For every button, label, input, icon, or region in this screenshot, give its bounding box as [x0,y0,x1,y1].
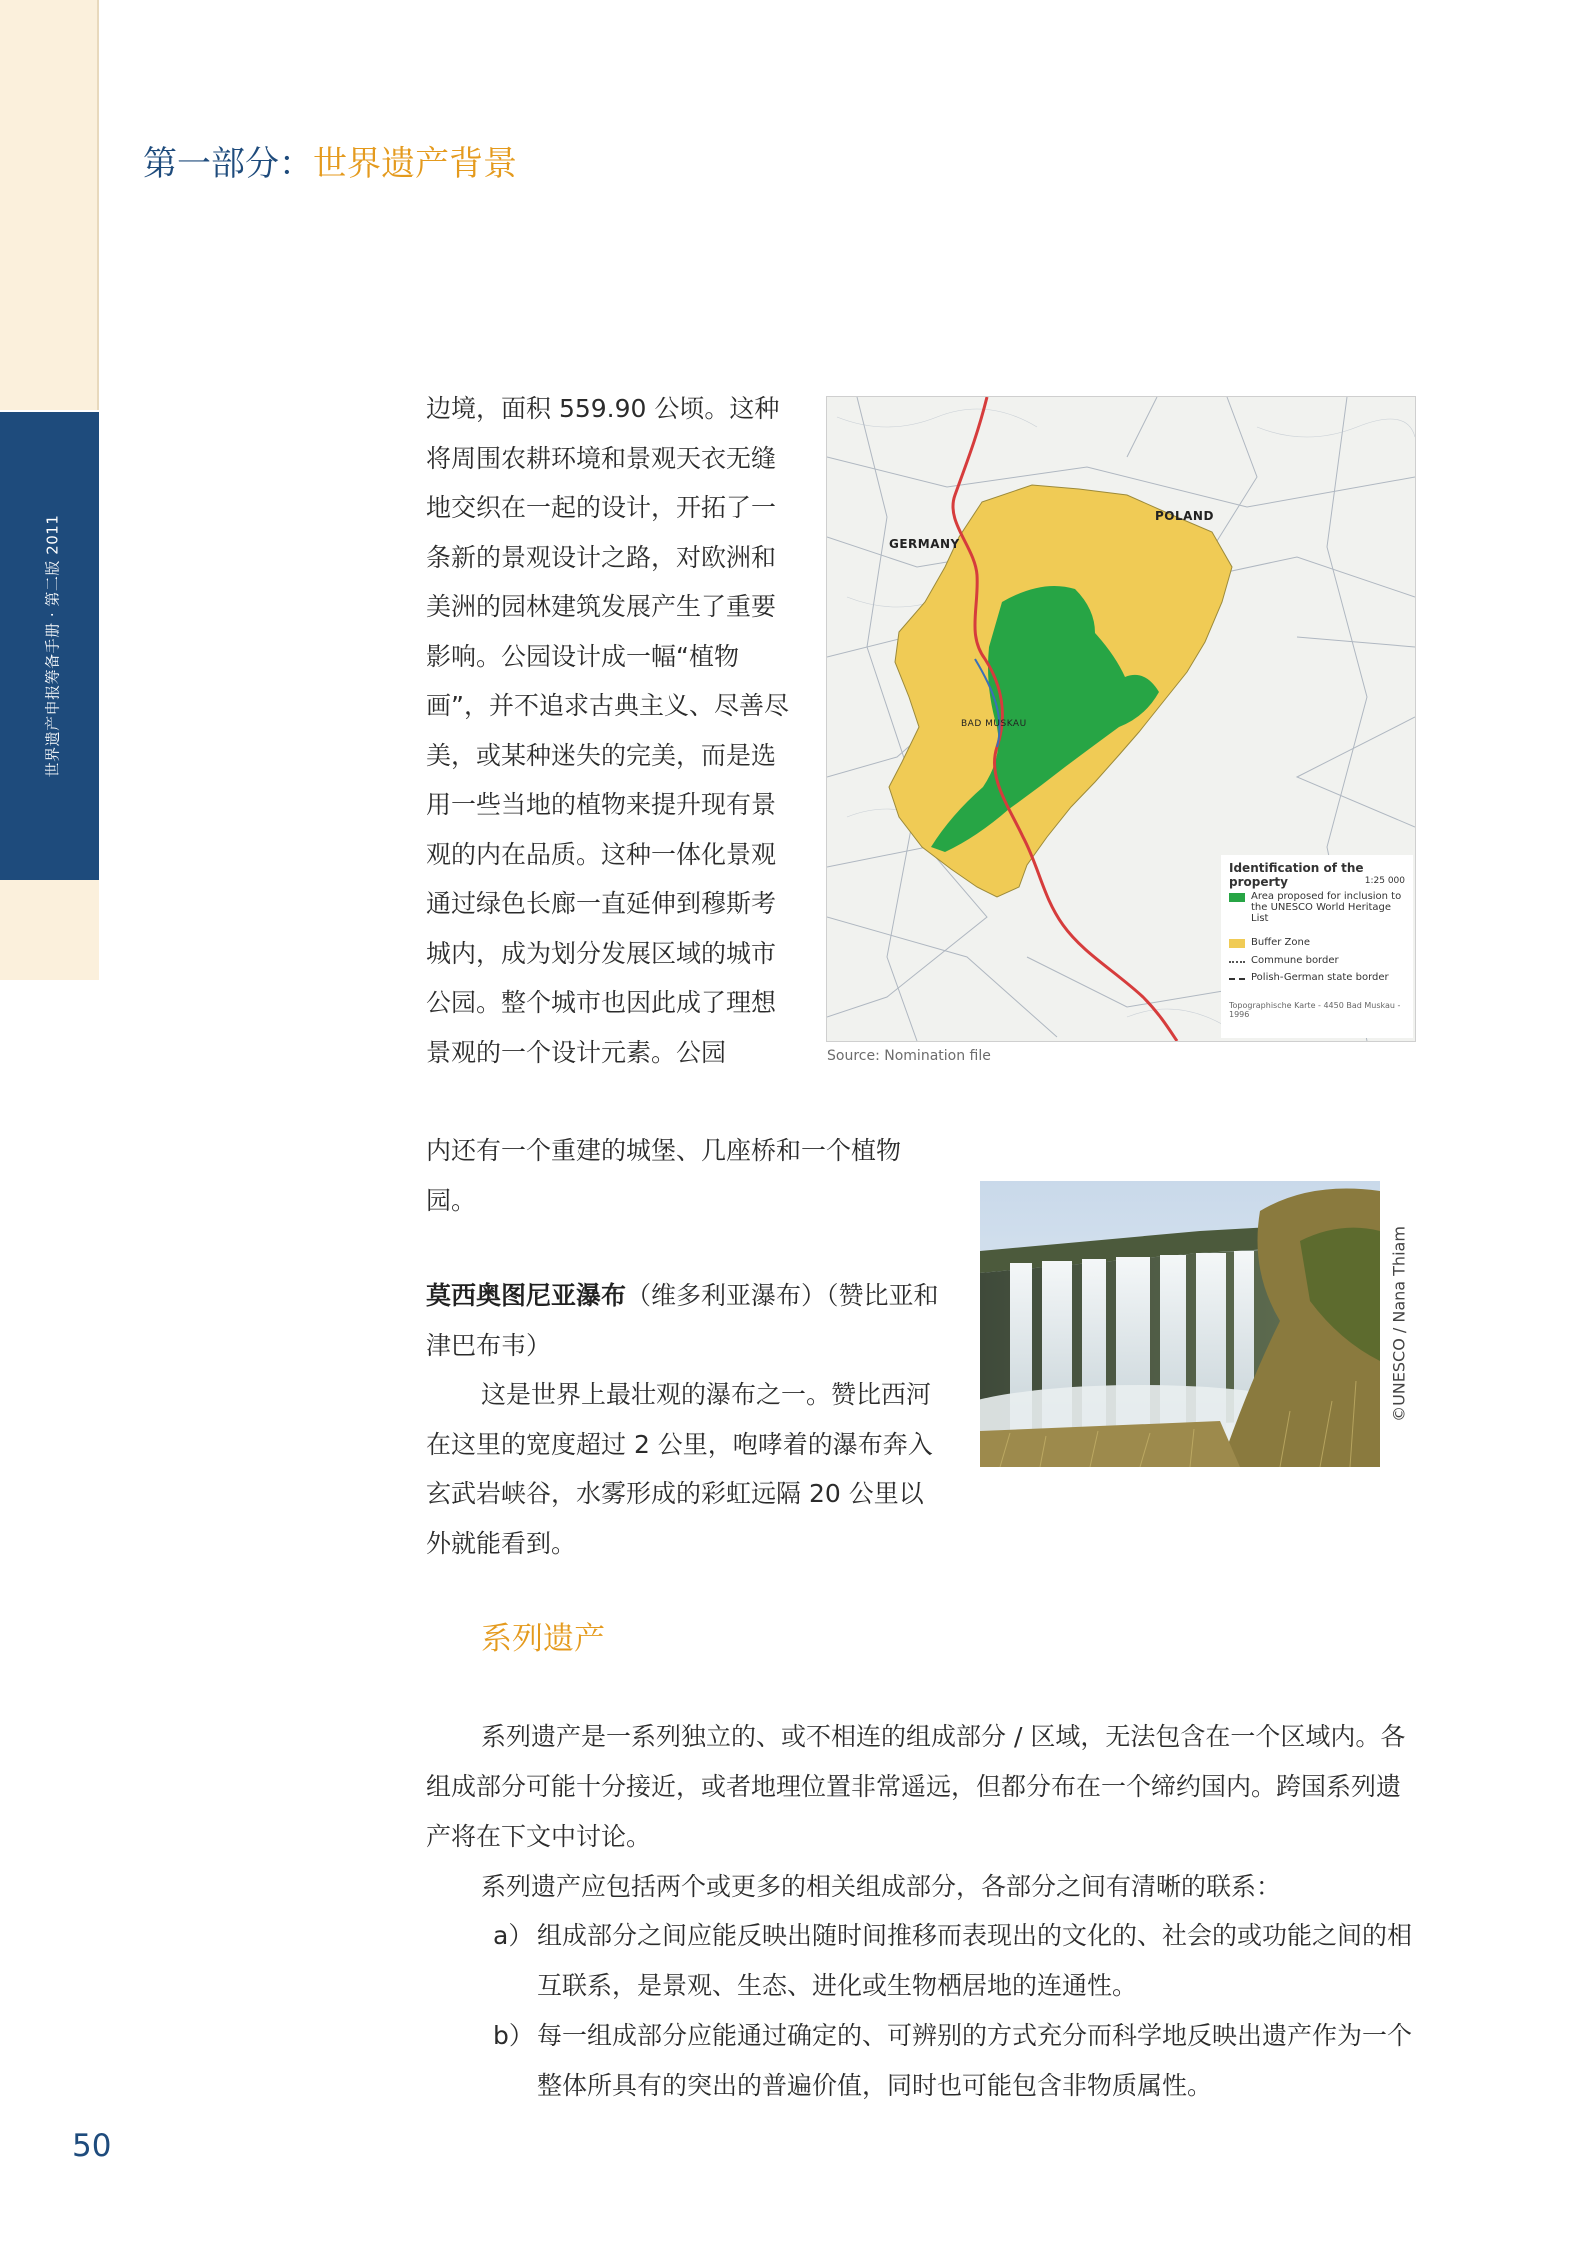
legend-text-core: Area proposed for inclusion to the UNESCO World Heritage List [1251,891,1402,924]
body-paragraph-1-cont: 内还有一个重建的城堡、几座桥和一个植物园。 [426,1136,902,1215]
map-label-town: BAD MUSKAU [961,719,1027,729]
page-header [143,136,517,185]
map-source-caption: Source: Nomination file [827,1048,991,1064]
list-item-label: b） [493,2021,534,2050]
map-label-poland: POLAND [1155,509,1214,523]
sidebar-divider [97,0,99,410]
sidebar-top-band [0,0,97,410]
page-number: 50 [72,2128,112,2164]
map-legend [1221,855,1413,1038]
waterfall-illustration [980,1181,1380,1467]
map-label-germany: GERMANY [889,537,960,551]
waterfall-photo [980,1181,1380,1467]
legend-line-state [1229,978,1245,980]
falls-title: 莫西奥图尼亚瀑布 [426,1281,627,1310]
legend-note: Topographische Karte - 4450 Bad Muskau - 1996 [1229,1001,1401,1019]
section-heading: 系列遗产 [481,1621,605,1657]
legend-line-commune [1229,961,1245,963]
section-paragraph-2: 系列遗产应包括两个或更多的相关组成部分，各部分之间有清晰的联系： [481,1872,1282,1901]
list-item-label: a） [493,1921,534,1950]
sidebar-vertical-title: 世界遗产申报筹备手册 · 第二版 2011 [43,514,62,778]
legend-title: Identification of the property [1229,861,1364,889]
legend-text-state: Polish-German state border [1251,972,1389,983]
list-item [493,2011,1414,2111]
body-paragraph-1: 边境，面积 559.90 公顷。这种将周围农耕环境和景观天衣无缝地交织在一起的设计，开拓了一条新的景观设计之路，对欧洲和美洲的园林建筑发展产生了重要影响。公园设计成一幅“植物画”，并不追求古典主义、尽善尽美，或某种迷失的完美，而是选用一些当地的植物来提升现有景观的内在品质。这种一体化景观通过绿色长廊一直延伸到穆斯考城内，成为划分发展区域的城市公园。整个城市也因此成了理想景观的一个设计元素。公园 [426,394,789,1067]
legend-scale: 1:25 000 [1364,876,1405,886]
falls-heading [426,1271,946,1370]
list-item-text: 每一组成部分应能通过确定的、可辨别的方式充分而科学地反映出遗产作为一个整体所具有的突出的普遍价值，同时也可能包含非物质属性。 [537,2021,1413,2100]
photo-credit: ©UNESCO / Nana Thiam [1389,1226,1409,1422]
legend-text-commune: Commune border [1251,955,1339,966]
header-topic: 世界遗产背景 [313,144,517,184]
header-part: 第一部分： [143,144,313,184]
legend-swatch-buffer [1229,939,1245,948]
list-item-text: 组成部分之间应能反映出随时间推移而表现出的文化的、社会的或功能之间的相互联系，是景观、生态、进化或生物栖居地的连通性。 [537,1921,1413,2000]
sidebar-bottom-band [0,880,99,980]
legend-swatch-core [1229,893,1245,902]
falls-body: 这是世界上最壮观的瀑布之一。赞比西河在这里的宽度超过 2 公里，咆哮着的瀑布奔入玄武岩峡谷，水雾形成的彩虹远隔 20 公里以外就能看到。 [426,1380,933,1558]
falls-subtitle: （维多利亚瀑布）（赞比亚和津巴布韦） [426,1281,939,1360]
legend-text-buffer: Buffer Zone [1251,937,1310,948]
section-paragraph-1: 系列遗产是一系列独立的、或不相连的组成部分 / 区域，无法包含在一个区域内。各组成部分可能十分接近，或者地理位置非常遥远，但都分布在一个缔约国内。跨国系列遗产将在下文中讨论。 [426,1722,1406,1851]
list-item [493,1911,1414,2011]
